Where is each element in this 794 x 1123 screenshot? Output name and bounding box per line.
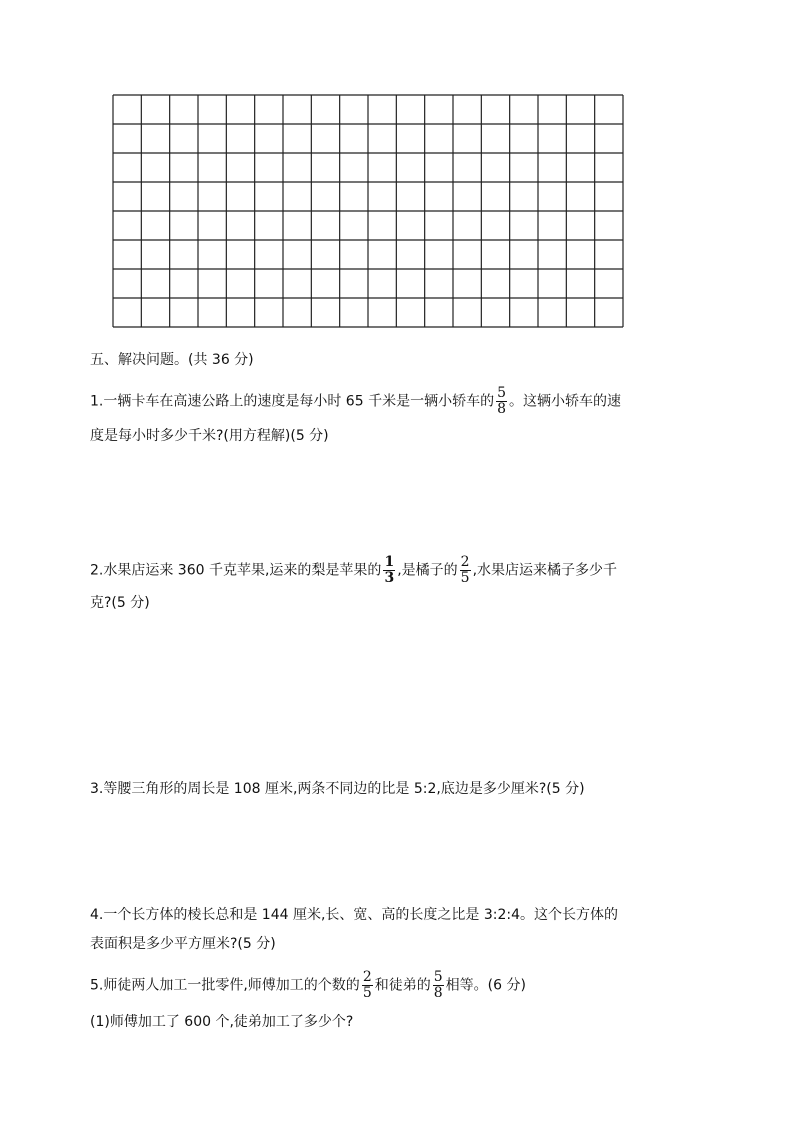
section-title: 五、解决问题。(共 36 分) <box>90 352 254 368</box>
answer-grid <box>110 92 626 330</box>
question-1-line-2: 度是每小时多少千米?(用方程解)(5 分) <box>90 428 329 444</box>
fraction-5-8: $\frac{5}{8}$ <box>433 969 443 1001</box>
question-1-line-1: 1.一辆卡车在高速公路上的速度是每小时 65 千米是一辆小轿车的 $\frac{5}{8}$ 。这辆小轿车的速 <box>90 385 621 417</box>
fraction-2-5: $\frac{2}{5}$ <box>362 969 372 1001</box>
question-5-line-1: 5.师徒两人加工一批零件,师傅加工的个数的 $\frac{2}{5}$ 和徒弟的 $\frac{5}{8}$ 相等。(6 分) <box>90 969 526 1001</box>
question-4-line-1: 4.一个长方体的棱长总和是 144 厘米,长、宽、高的长度之比是 3:2:4。这个长方体的 <box>90 907 619 923</box>
fraction-1-3: $\frac{1}{3}$ <box>384 554 395 586</box>
question-4-line-2: 表面积是多少平方厘米?(5 分) <box>90 936 276 952</box>
fraction-2-5: $\frac{2}{5}$ <box>460 554 470 586</box>
question-3-line-1: 3.等腰三角形的周长是 108 厘米,两条不同边的比是 5:2,底边是多少厘米?(5 分) <box>90 781 585 797</box>
question-2-line-2: 克?(5 分) <box>90 595 150 611</box>
question-2-line-1: 2.水果店运来 360 千克苹果,运来的梨是苹果的 $\frac{1}{3}$ ,是橘子的 $\frac{2}{5}$ ,水果店运来橘子多少千 <box>90 554 618 586</box>
question-5-sub-1: (1)师傅加工了 600 个,徒弟加工了多少个? <box>90 1014 354 1030</box>
fraction-5-8: $\frac{5}{8}$ <box>497 385 506 417</box>
